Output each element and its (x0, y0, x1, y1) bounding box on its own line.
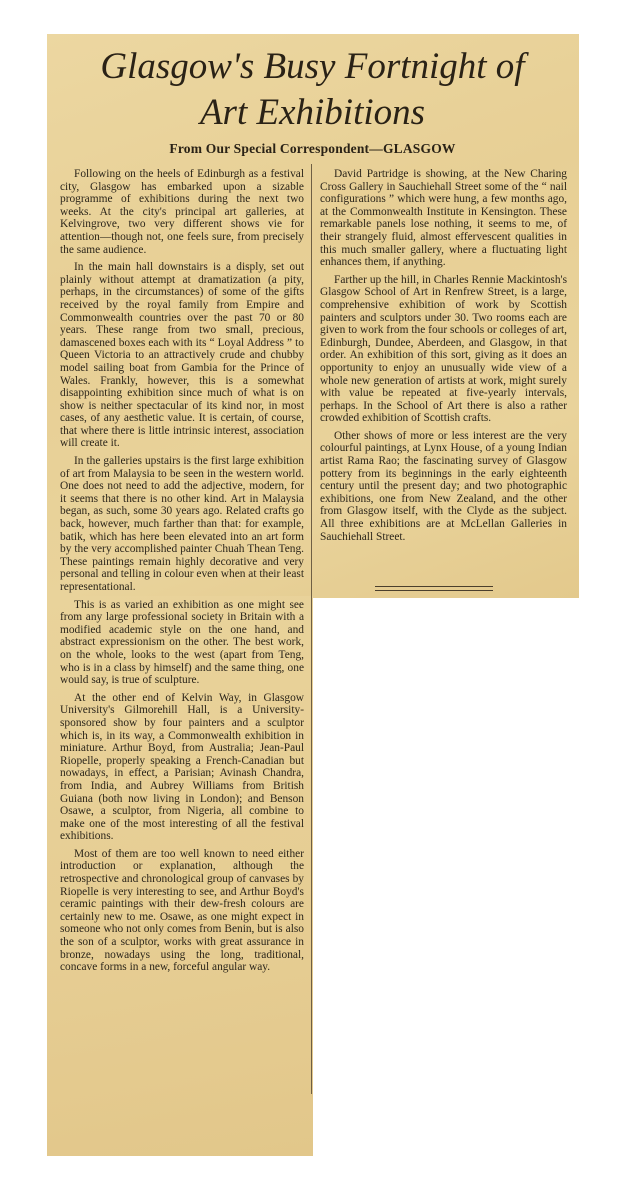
paragraph: David Partridge is showing, at the New Charing Cross Gallery in Sauchiehall Street some of the “ nail configurations ” which were hung, a few months ago, at the Commonwealth Institute in Kensington. These remarkable panels lose nothing, it seems to me, of their strangely fluid, almost effervescent qualities in this much smaller gallery, where a fluctuating light enhances them, if anything. (320, 168, 567, 269)
right-column (320, 168, 567, 548)
paragraph: At the other end of Kelvin Way, in Glasgow University's Gilmorehill Hall, is a University-sponsored show by four painters and a sculptor which is, in its way, a Commonwealth exhibition in miniature. Arthur Boyd, from Australia; Jean-Paul Riopelle, properly speaking a French-Canadian but nowadays, in effect, a Parisian; Avinash Chandra, from India, and Aubrey Williams from British Guiana (both now living in London); and Benson Osawe, a sculptor, from Nigeria, all combine to make one of the most interesting of all the festival exhibitions. (60, 691, 304, 843)
column-divider (311, 164, 312, 1094)
paragraph: In the galleries upstairs is the first large exhibition of art from Malaysia to be seen in the western world. One does not need to add the adjective, modern, for it seems that there is no other kind. Art in Malaysia began, as such, some 30 years ago. Related crafts go back, however, much farther than that: for example, batik, which has here been elevated into an art form by the very accomplished painter Chuah Thean Teng. These paintings remain highly decorative and very personal and telling in colour even when at their least representational. (60, 455, 304, 593)
paragraph: This is as varied an exhibition as one might see from any large professional society in Britain with a modified academic style on the one hand, and abstract expressionism on the other. The best work, on the whole, looks to the west (apart from Teng, who is in a class by himself) and the same thing, one would say, is true of sculpture. (60, 598, 304, 687)
paragraph: Following on the heels of Edinburgh as a festival city, Glasgow has embarked upon a sizable programme of exhibitions during the next two weeks. At the city's principal art galleries, at Kelvingrove, two very different shows vie for attention—though not, one feels sure, from precisely the same audience. (60, 168, 304, 256)
paragraph: In the main hall downstairs is a disply, set out plainly without attempt at dramatization (a pity, perhaps, in the circumstances) of some of the gifts received by the royal family from Empire and Commonwealth countries over the past 70 or 80 years. These range from two small, precious, damascened boxes each with its “ Loyal Address ” to Queen Victoria to an attractively crude and chubby model sailing boat from Gambia for the Prince of Wales. Frankly, however, this is a somewhat disappointing exhibition since much of what is on show is neither spectacular of its kind nor, in most cases, of any aesthetic value. It is certain, of course, that where there is little intrinsic interest, association will create it. (60, 261, 304, 450)
headline-line-2: Art Exhibitions (199, 92, 426, 133)
byline: From Our Special Correspondent—GLASGOW (169, 141, 456, 156)
paragraph: Most of them are too well known to need either introduction or explanation, although the retrospective and chronological group of canvases by Riopelle is very interesting to see, and Arthur Boyd's ceramic paintings with their dew-fresh colours are certainly new to me. Osawe, as one might expect in someone who not only comes from Benin, but is also the son of a sculptor, works with great assurance in bronze, nowadays using the long, traditional, concave forms in a new, forceful angular way. (60, 847, 304, 974)
end-rule (375, 586, 493, 587)
headline (60, 44, 565, 136)
headline-line-1: Glasgow's Busy Fortnight of (100, 46, 525, 87)
paragraph: Farther up the hill, in Charles Rennie Mackintosh's Glasgow School of Art in Renfrew Street, is a large, comprehensive exhibition of work by Scottish painters and sculptors under 30. Two rooms each are given to work from the four schools or colleges of art, Edinburgh, Dundee, Aberdeen, and Glasgow, in that order. An exhibition of this sort, giving as it does an opportunity to enjoy an unusually wide view of a whole new generation of artists at work, might surely with value be repeated at five-yearly intervals, perhaps. In the School of Art there is also a rather crowded exhibition of Scottish crafts. (320, 273, 567, 425)
left-column (60, 168, 304, 979)
end-rule (375, 590, 493, 591)
paragraph: Other shows of more or less interest are the very colourful paintings, at Lynx House, of a young Indian artist Rama Rao; the fascinating survey of Glasgow pottery from its beginnings in the early eighteenth century until the present day; and two photographic exhibitions, one from New Zealand, and the other from Glasgow itself, with the Clyde as the subject. All three exhibitions are at McLellan Galleries in Sauchiehall Street. (320, 429, 567, 543)
